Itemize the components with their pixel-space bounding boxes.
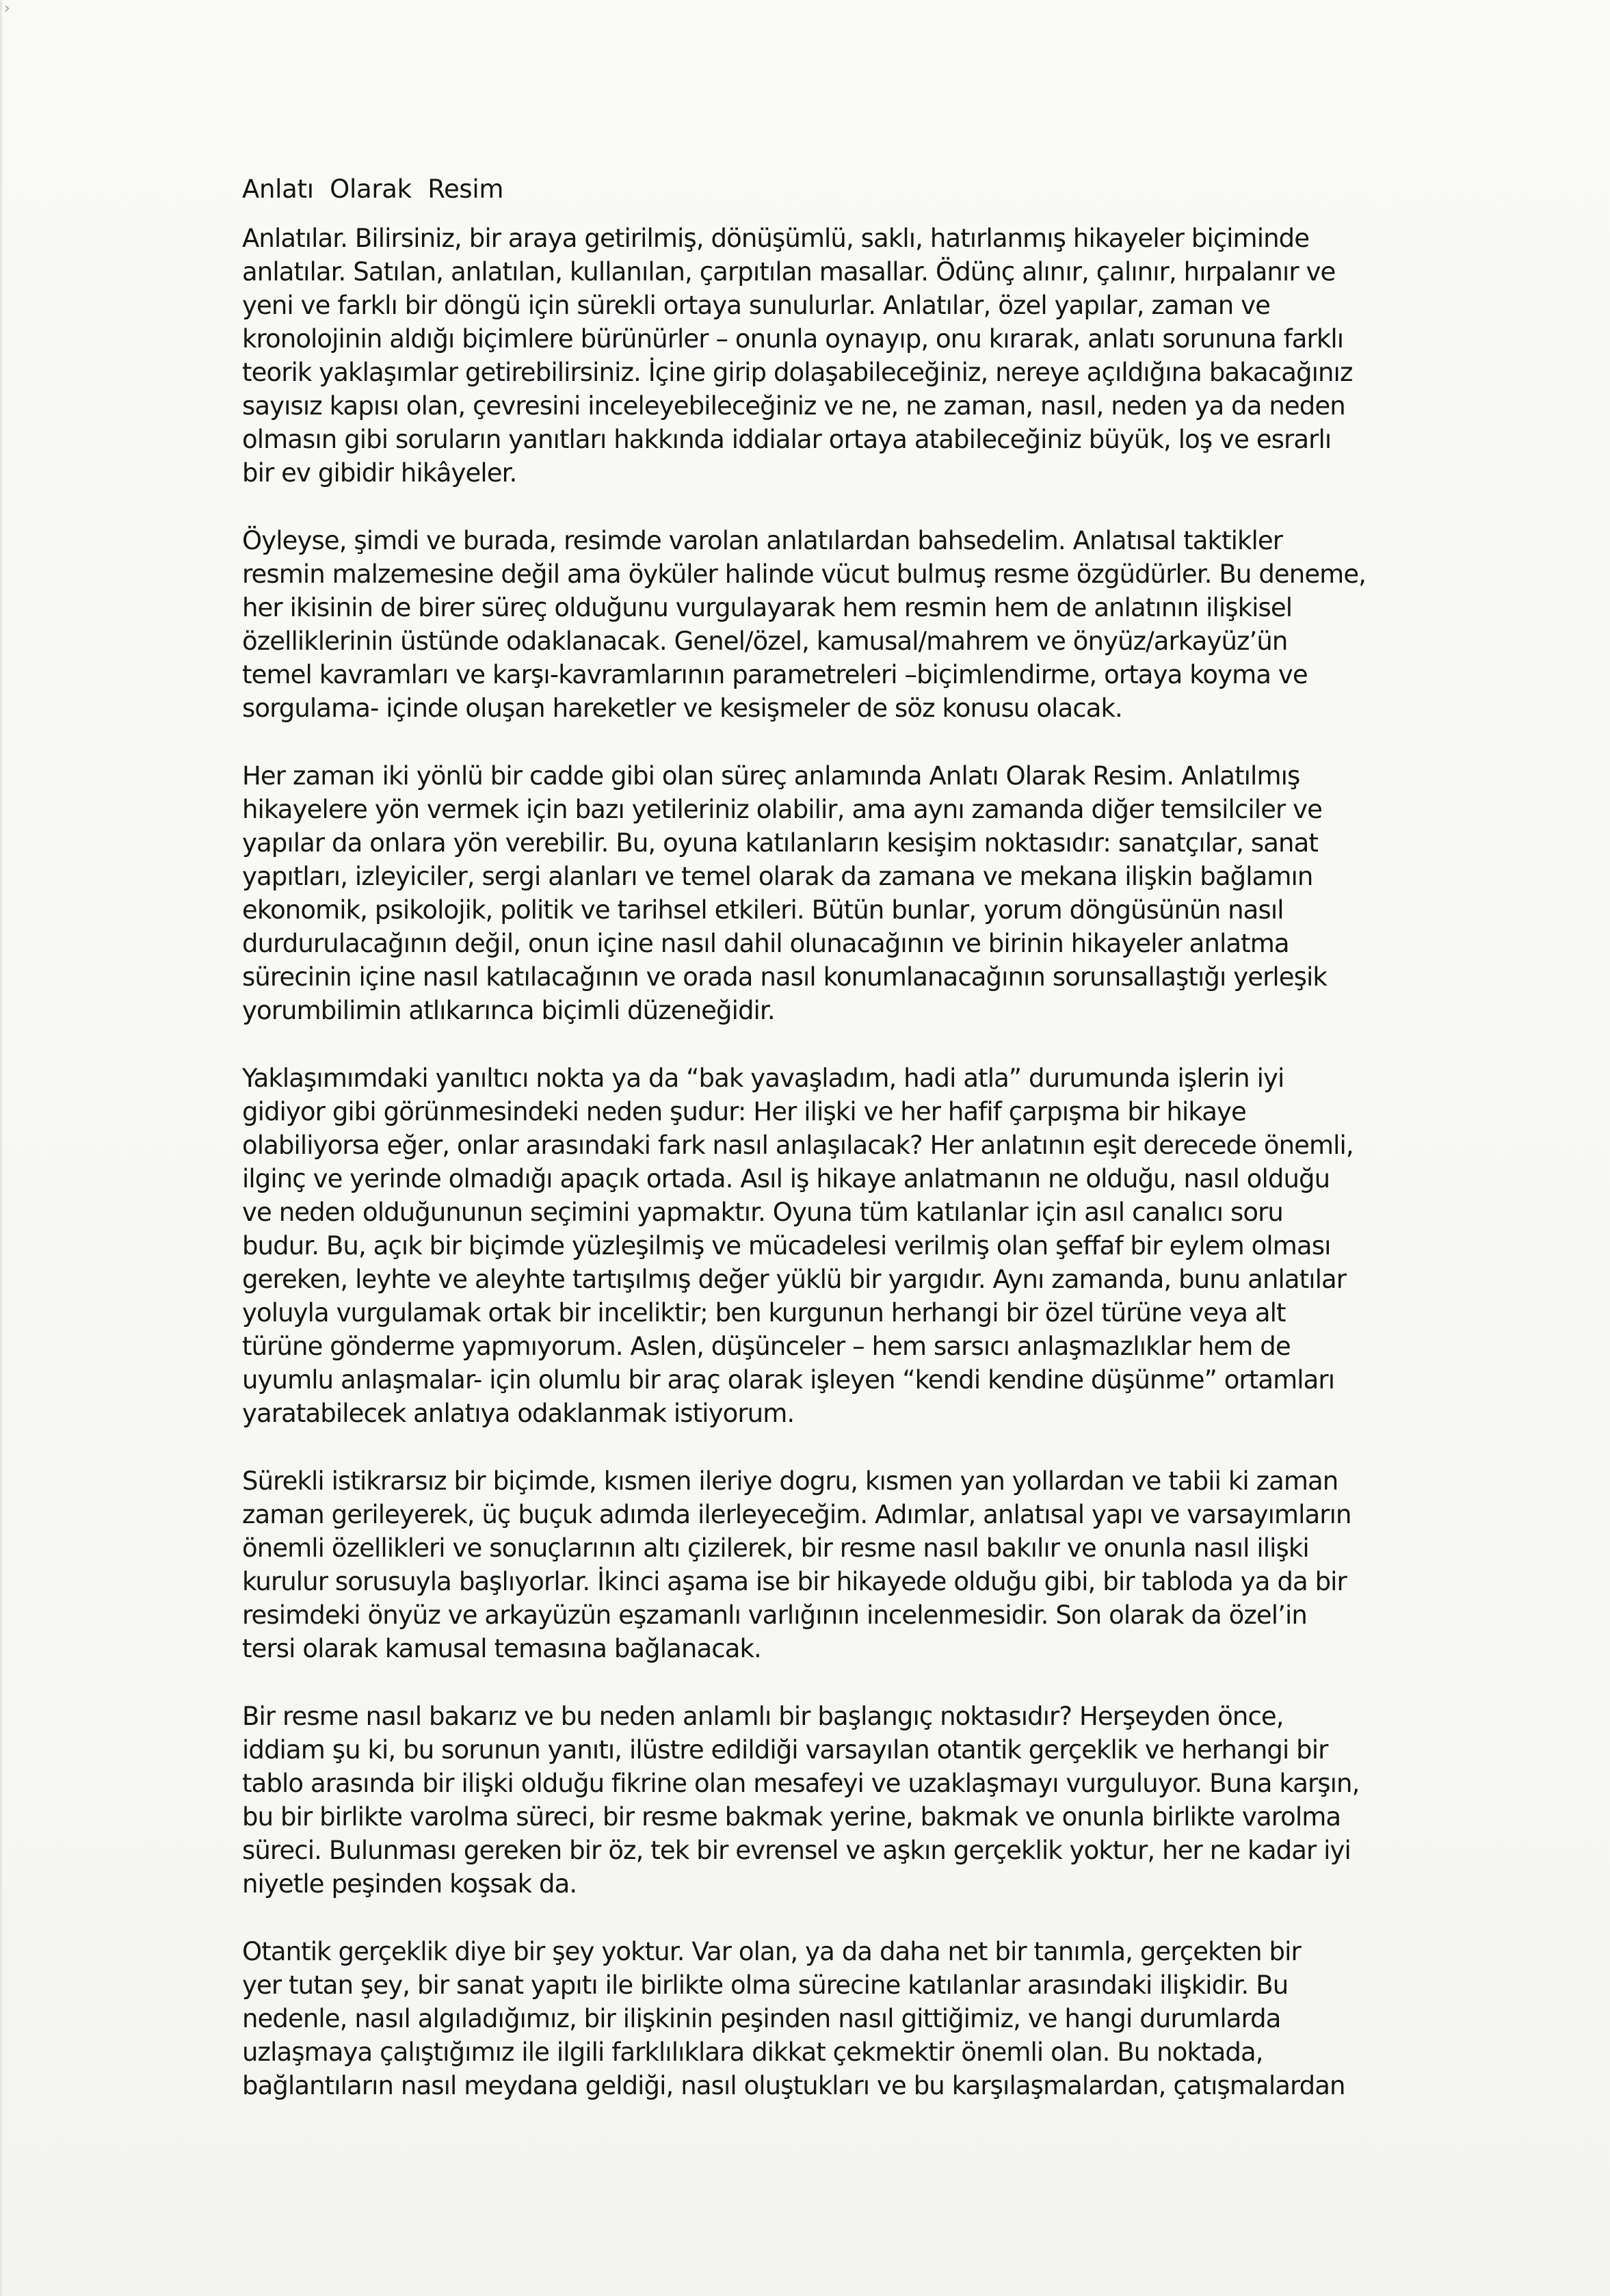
paragraph: [242, 524, 1377, 725]
text-line: her ikisinin de birer süreç olduğunu vurgulayarak hem resmin hem de anlatının ilişkisel: [242, 593, 1293, 622]
text-line: Her zaman iki yönlü bir cadde gibi olan süreç anlamında Anlatı Olarak Resim. Anlatılmış: [242, 761, 1300, 791]
paragraph: [242, 222, 1377, 490]
text-line: türüne gönderme yapmıyorum. Aslen, düşünceler – hem sarsıcı anlaşmazlıklar hem de: [242, 1332, 1291, 1361]
text-line: ekonomik, psikolojik, politik ve tarihsel etkileri. Bütün bunlar, yorum döngüsünün nasıl: [242, 895, 1284, 925]
paragraph-container: [242, 222, 1377, 2102]
paragraph: [242, 1935, 1377, 2102]
text-line: Anlatılar. Bilirsiniz, bir araya getirilmiş, dönüşümlü, saklı, hatırlanmış hikayeler biçiminde: [242, 224, 1310, 253]
scan-edge: [0, 0, 2, 2296]
text-line: özelliklerinin üstünde odaklanacak. Genel/özel, kamusal/mahrem ve önyüz/arkayüz’ün: [242, 626, 1288, 656]
text-line: uyumlu anlaşmalar- için olumlu bir araç olarak işleyen “kendi kendine düşünme” ortamları: [242, 1365, 1335, 1395]
text-line: niyetle peşinden koşsak da.: [242, 1869, 577, 1899]
text-line: durdurulacağının değil, onun içine nasıl dahil olunacağının ve birinin hikayeler anlatma: [242, 929, 1289, 958]
text-line: yapıtları, izleyiciler, sergi alanları ve temel olarak da zamana ve mekana ilişkin bağlamın: [242, 862, 1313, 891]
text-line: ve neden olduğununun seçimini yapmaktır. Oyuna tüm katılanlar için asıl canalıcı soru: [242, 1198, 1283, 1227]
text-line: gidiyor gibi görünmesindeki neden şudur: Her ilişki ve her hafif çarpışma bir hikaye: [242, 1097, 1246, 1126]
text-line: uzlaşmaya çalıştığımız ile ilgili farklılıklara dikkat çekmektir önemli olan. Bu noktada,: [242, 2037, 1263, 2067]
paragraph: [242, 759, 1377, 1027]
text-line: kronolojinin aldığı biçimlere bürünürler – onunla oynayıp, onu kırarak, anlatı sorununa farklı: [242, 324, 1344, 354]
text-line: süreci. Bulunması gereken bir öz, tek bir evrensel ve aşkın gerçeklik yoktur, her ne kadar iyi: [242, 1836, 1351, 1865]
text-line: olabiliyorsa eğer, onlar arasındaki fark nasıl anlaşılacak? Her anlatının eşit derecede önemli,: [242, 1131, 1354, 1160]
text-line: bağlantıların nasıl meydana geldiği, nasıl oluştukları ve bu karşılaşmalardan, çatışmalardan: [242, 2071, 1345, 2100]
text-line: yapılar da onlara yön verebilir. Bu, oyuna katılanların kesişim noktasıdır: sanatçılar, sanat: [242, 828, 1318, 858]
text-line: Sürekli istikrarsız bir biçimde, kısmen ileriye dogru, kısmen yan yollardan ve tabii ki zaman: [242, 1466, 1338, 1496]
text-line: hikayelere yön vermek için bazı yetileriniz olabilir, ama aynı zamanda diğer temsilciler ve: [242, 795, 1322, 824]
text-line: bir ev gibidir hikâyeler.: [242, 458, 517, 488]
text-line: Yaklaşımımdaki yanıltıcı nokta ya da “bak yavaşladım, hadi atla” durumunda işlerin iyi: [242, 1064, 1284, 1093]
text-line: sorgulama- içinde oluşan hareketler ve kesişmeler de söz konusu olacak.: [242, 694, 1122, 723]
text-line: kurulur sorusuyla başlıyorlar. İkinci aşama ise bir hikayede olduğu gibi, bir tabloda ya da bir: [242, 1567, 1347, 1596]
text-line: zaman gerileyerek, üç buçuk adımda ilerleyeceğim. Adımlar, anlatısal yapı ve varsayımların: [242, 1500, 1351, 1529]
text-line: iddiam şu ki, bu sorunun yanıtı, ilüstre edildiği varsayılan otantik gerçeklik ve herhangi bir: [242, 1735, 1328, 1765]
text-line: yer tutan şey, bir sanat yapıtı ile birlikte olma sürecine katılanlar arasındaki ilişkidir. Bu: [242, 1970, 1289, 2000]
text-line: Bir resme nasıl bakarız ve bu neden anlamlı bir başlangıç noktasıdır? Herşeyden önce,: [242, 1702, 1284, 1731]
text-line: yeni ve farklı bir döngü için sürekli ortaya sunulurlar. Anlatılar, özel yapılar, zaman ve: [242, 291, 1270, 320]
text-line: bu bir birlikte varolma süreci, bir resme bakmak yerine, bakmak ve onunla birlikte varolma: [242, 1802, 1341, 1832]
text-line: nedenle, nasıl algıladığımız, bir ilişkinin peşinden nasıl gittiğimiz, ve hangi durumlarda: [242, 2004, 1281, 2033]
paragraph: [242, 1061, 1377, 1430]
text-line: Öyleyse, şimdi ve burada, resimde varolan anlatılardan bahsedelim. Anlatısal taktikler: [242, 526, 1283, 555]
text-line: yaratabilecek anlatıya odaklanmak istiyorum.: [242, 1399, 795, 1428]
text-line: olmasın gibi soruların yanıtları hakkında iddialar ortaya atabileceğiniz büyük, loş ve esrarlı: [242, 425, 1332, 454]
text-line: yoluyla vurgulamak ortak bir inceliktir; ben kurgunun herhangi bir özel türüne veya alt: [242, 1298, 1286, 1328]
text-line: tablo arasında bir ilişki olduğu fikrine olan mesafeyi ve uzaklaşmayı vurguluyor. Buna karşın,: [242, 1769, 1360, 1798]
text-line: temel kavramları ve karşı-kavramlarının parametreleri –biçimlendirme, ortaya koyma ve: [242, 660, 1308, 689]
text-line: budur. Bu, açık bir biçimde yüzleşilmiş ve mücadelesi verilmiş olan şeffaf bir eylem olması: [242, 1231, 1331, 1261]
document-body: [242, 172, 1377, 2137]
paragraph: [242, 1464, 1377, 1665]
text-line: Otantik gerçeklik diye bir şey yoktur. Var olan, ya da daha net bir tanımla, gerçekten bir: [242, 1937, 1301, 1966]
scan-mark: ›: [4, 0, 10, 17]
text-line: ilginç ve yerinde olmadığı apaçık ortada. Asıl iş hikaye anlatmanın ne olduğu, nasıl olduğu: [242, 1164, 1330, 1193]
text-line: resmin malzemesine değil ama öyküler halinde vücut bulmuş resme özgüdürler. Bu deneme,: [242, 559, 1367, 589]
text-line: anlatılar. Satılan, anlatılan, kullanılan, çarpıtılan masallar. Ödünç alınır, çalınır, hırpalanır ve: [242, 257, 1336, 287]
text-line: sürecinin içine nasıl katılacağının ve orada nasıl konumlanacağının sorunsallaştığı yerleşik: [242, 962, 1327, 992]
text-line: teorik yaklaşımlar getirebilirsiniz. İçine girip dolaşabileceğiniz, nereye açıldığına bakacağınız: [242, 358, 1353, 387]
paragraph: [242, 1700, 1377, 1901]
text-line: resimdeki önyüz ve arkayüzün eşzamanlı varlığının incelenmesidir. Son olarak da özel’in: [242, 1600, 1307, 1630]
text-line: gereken, leyhte ve aleyhte tartışılmış değer yüklü bir yargıdır. Aynı zamanda, bunu anlatılar: [242, 1265, 1347, 1294]
text-line: yorumbilimin atlıkarınca biçimli düzeneğidir.: [242, 996, 775, 1025]
text-line: önemli özellikleri ve sonuçlarının altı çizilerek, bir resme nasıl bakılır ve onunla nasıl ilişki: [242, 1533, 1309, 1563]
text-line: tersi olarak kamusal temasına bağlanacak.: [242, 1634, 761, 1663]
text-line: sayısız kapısı olan, çevresini inceleyebileceğiniz ve ne, ne zaman, nasıl, neden ya da neden: [242, 391, 1345, 421]
document-title: Anlatı Olarak Resim: [242, 174, 504, 204]
